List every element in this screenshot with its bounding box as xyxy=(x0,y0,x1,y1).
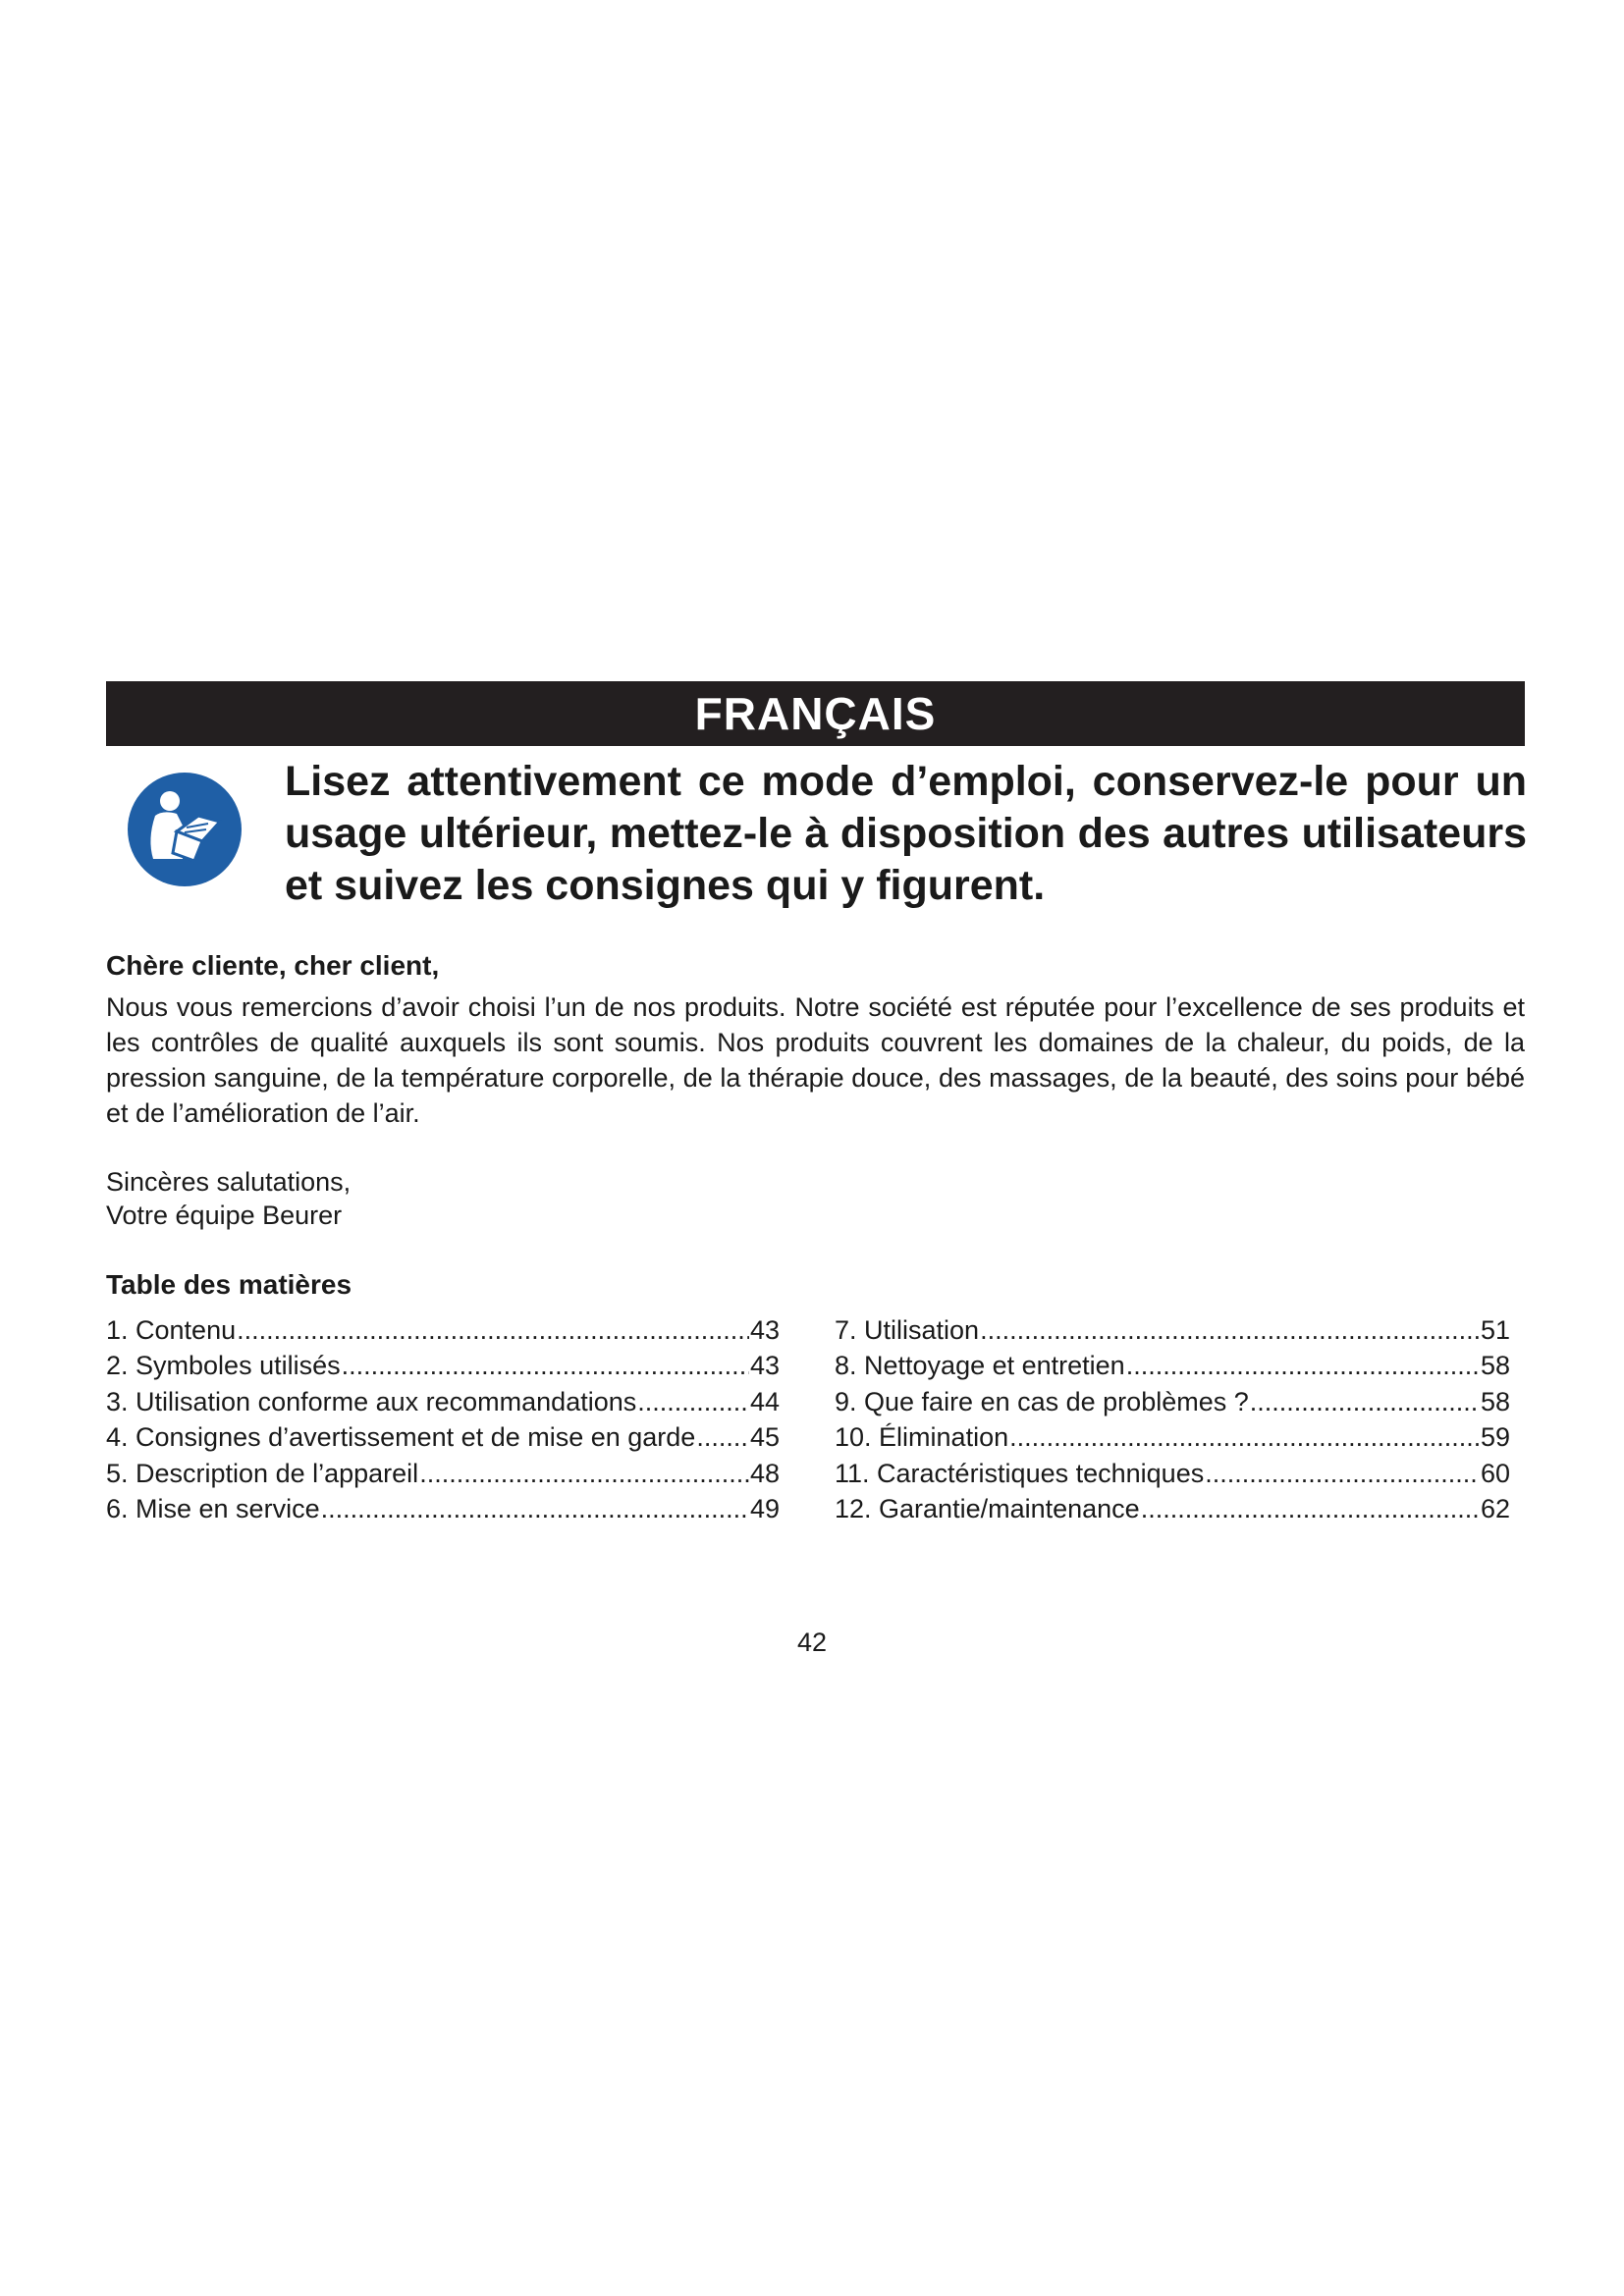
toc-item[interactable] xyxy=(835,1387,1510,1422)
toc-leader-dots xyxy=(1009,1422,1480,1453)
toc-item-page: 44 xyxy=(749,1386,780,1416)
intro-notice: Lisez attentivement ce mode d’emploi, conservez-le pour un usage ultérieur, mettez-le à disposition des autres utilisateurs et suivez les consignes qui y figurent. xyxy=(285,758,1527,909)
closing xyxy=(106,1165,351,1232)
toc-leader-dots xyxy=(637,1387,749,1417)
toc-leader-dots xyxy=(1250,1387,1480,1417)
toc-item[interactable] xyxy=(106,1387,780,1422)
toc-leader-dots xyxy=(342,1351,749,1381)
toc-leader-dots xyxy=(980,1315,1480,1346)
toc-left-column xyxy=(106,1315,780,1529)
toc-item-page: 62 xyxy=(1480,1493,1510,1523)
page-number: 42 xyxy=(796,1628,828,1657)
toc-item-label: 1. Contenu xyxy=(106,1315,237,1345)
toc-item[interactable] xyxy=(835,1494,1510,1529)
toc-item[interactable] xyxy=(106,1315,780,1351)
toc-item-label: 12. Garantie/maintenance xyxy=(835,1493,1140,1523)
toc-item-label: 5. Description de l’appareil xyxy=(106,1458,419,1488)
toc-item[interactable] xyxy=(835,1315,1510,1351)
toc-item-label: 3. Utilisation conforme aux recommandations xyxy=(106,1386,637,1416)
toc-item-label: 9. Que faire en cas de problèmes ? xyxy=(835,1386,1249,1416)
toc-leader-dots xyxy=(321,1494,749,1524)
toc-item-label: 6. Mise en service xyxy=(106,1493,320,1523)
toc-item-page: 51 xyxy=(1480,1315,1510,1345)
toc-item-label: 4. Consignes d’avertissement et de mise en garde xyxy=(106,1422,696,1453)
toc-item-page: 45 xyxy=(749,1422,780,1453)
toc-leader-dots xyxy=(1205,1459,1480,1489)
toc-item[interactable] xyxy=(835,1422,1510,1458)
closing-signature: Votre équipe Beurer xyxy=(106,1201,343,1230)
language-title: FRANÇAIS xyxy=(694,688,937,739)
toc-item-page: 43 xyxy=(749,1315,780,1345)
toc-item-label: 2. Symboles utilisés xyxy=(106,1351,341,1381)
body-paragraph: Nous vous remercions d’avoir choisi l’un de nos produits. Notre société est réputée pour l’excellence de ses produits et les contrôles de qualité auxquels ils sont soumis. Nos produits couvrent les domaines de la chaleur, du poids, de la pression sanguine, de la température corporelle, de la thérapie douce, des massages, de la beauté, des soins pour bébé et de l’amélioration de l’air. xyxy=(106,992,1525,1128)
toc-item-label: 8. Nettoyage et entretien xyxy=(835,1351,1125,1381)
toc-leader-dots xyxy=(1141,1494,1480,1524)
toc-right-column xyxy=(835,1315,1510,1529)
toc-item-page: 60 xyxy=(1480,1458,1510,1488)
read-manual-icon xyxy=(126,771,244,888)
toc-leader-dots xyxy=(237,1315,749,1346)
toc-item[interactable] xyxy=(106,1351,780,1386)
toc-item[interactable] xyxy=(106,1422,780,1458)
toc-item-label: 11. Caractéristiques techniques xyxy=(835,1458,1205,1488)
toc-item-label: 10. Élimination xyxy=(835,1422,1009,1453)
toc-leader-dots xyxy=(1126,1351,1480,1381)
toc-item[interactable] xyxy=(106,1459,780,1494)
toc-item[interactable] xyxy=(106,1494,780,1529)
language-banner xyxy=(106,681,1525,746)
toc-item-page: 48 xyxy=(749,1458,780,1488)
toc-item-label: 7. Utilisation xyxy=(835,1315,980,1345)
toc-item-page: 43 xyxy=(749,1351,780,1381)
toc-item[interactable] xyxy=(835,1351,1510,1386)
toc-item-page: 59 xyxy=(1480,1422,1510,1453)
toc-item-page: 49 xyxy=(749,1493,780,1523)
greeting: Chère cliente, cher client, xyxy=(106,950,440,981)
toc-item-page: 58 xyxy=(1480,1351,1510,1381)
toc-title: Table des matières xyxy=(106,1269,352,1300)
toc-item-page: 58 xyxy=(1480,1386,1510,1416)
toc-leader-dots xyxy=(696,1422,749,1453)
closing-salutation: Sincères salutations, xyxy=(106,1167,352,1197)
toc-leader-dots xyxy=(419,1459,749,1489)
toc-item[interactable] xyxy=(835,1459,1510,1494)
